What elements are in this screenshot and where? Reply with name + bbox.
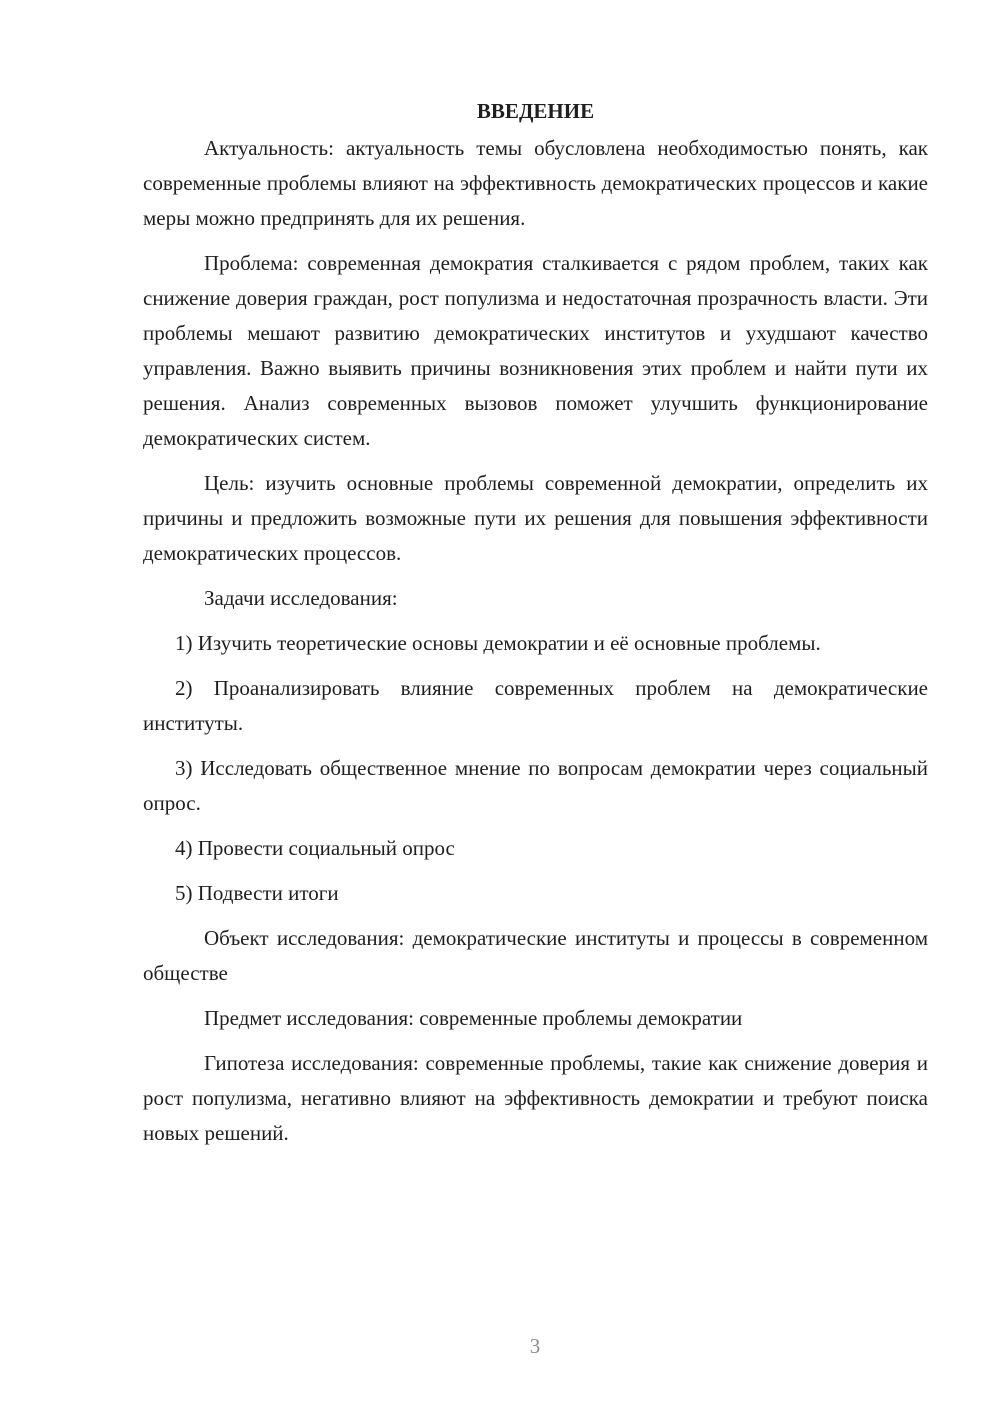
paragraph-problem: Проблема: современная демократия сталкивается с рядом проблем, таких как снижение доверия граждан, рост популизма и недостаточная прозрачность власти. Эти проблемы мешают развитию демократических институтов и ухудшают качество управления. Важно выявить причины возникновения этих проблем и найти пути их решения. Анализ современных вызовов поможет улучшить функционирование демократических систем.	[143, 251, 928, 450]
page-title: ВВЕДЕНИЕ	[476, 99, 595, 123]
paragraph-hypothesis: Гипотеза исследования: современные проблемы, такие как снижение доверия и рост популизма, негативно влияют на эффективность демократии и требуют поиска новых решений.	[143, 1051, 928, 1145]
paragraph-tasks-heading: Задачи исследования:	[204, 586, 398, 610]
paragraph-goal: Цель: изучить основные проблемы современной демократии, определить их причины и предложить возможные пути их решения для повышения эффективности демократических процессов.	[143, 471, 928, 565]
paragraph-relevance: Актуальность: актуальность темы обусловлена необходимостью понять, как современные проблемы влияют на эффективность демократических процессов и какие меры можно предпринять для их решения.	[143, 136, 928, 230]
paragraph-object: Объект исследования: демократические институты и процессы в современном обществе	[143, 926, 928, 985]
task-item-4: 4) Провести социальный опрос	[175, 836, 455, 860]
paragraph-subject: Предмет исследования: современные проблемы демократии	[204, 1006, 743, 1030]
task-item-5: 5) Подвести итоги	[175, 881, 339, 905]
task-item-1: 1) Изучить теоретические основы демократии и её основные проблемы.	[175, 631, 821, 655]
task-item-2: 2) Проанализировать влияние современных проблем на демократические институты.	[143, 676, 928, 735]
document-page	[143, 96, 928, 1161]
task-item-3: 3) Исследовать общественное мнение по вопросам демократии через социальный опрос.	[143, 756, 928, 815]
page-number: 3	[529, 1334, 541, 1358]
